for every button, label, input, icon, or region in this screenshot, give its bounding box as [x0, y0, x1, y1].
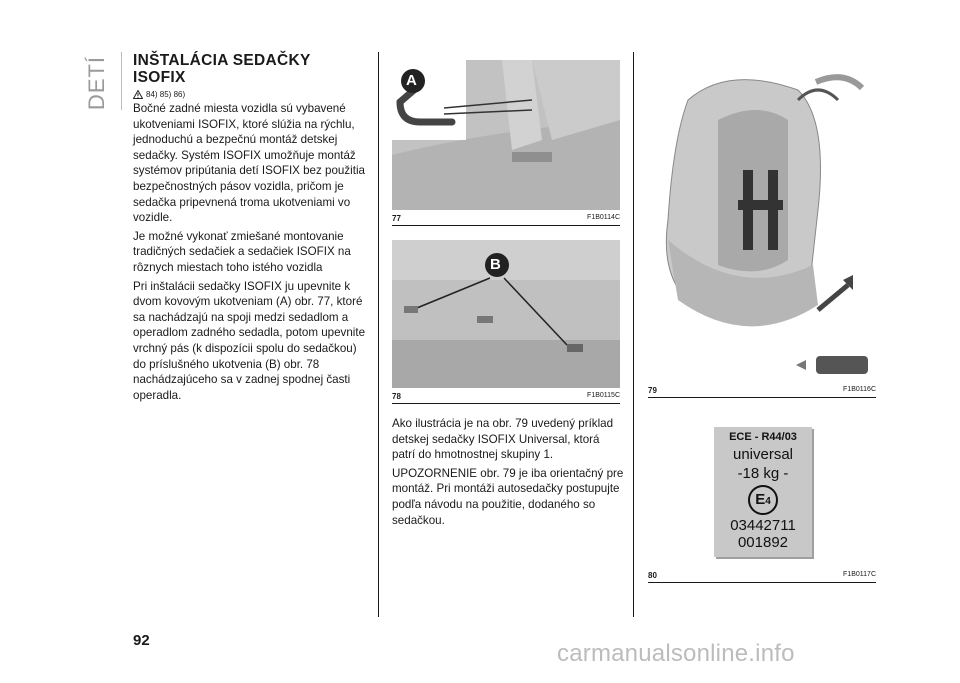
column-middle-text [392, 416, 624, 531]
paragraph-5: UPOZORNENIE obr. 79 je iba orientačný pre montáž. Pri montáži autosedačky postupujte podľa návodu na použitie, dodaného so sedačkou. [392, 466, 624, 527]
ece-universal: universal [732, 446, 794, 463]
column-left [133, 52, 368, 406]
paragraph-3: Pri inštalácii sedačky ISOFIX ju upevnite k dvom kovovým ukotveniam (A) obr. 77, ktoré sa nachádzajú na spoji medzi sedadlom a operadlom zadného sedadla, potom upevnite vrchný pás (k dispozícii spolu do sedačkou) do príslušného ukotvenia (B) obr. 78 nachádzajúceho sa v zadnej spodnej časti operadla. [133, 279, 366, 402]
figure-77-image [392, 60, 620, 210]
column-divider-1 [378, 52, 379, 617]
watermark: carmanualsonline.info [557, 640, 795, 667]
section-tab [84, 52, 110, 112]
warning-references [133, 90, 368, 99]
paragraph-2: Je možné vykonať zmiešané montovanie tradičných sedačiek a sedačiek ISOFIX na rôznych miestach toho istého vozidla [133, 229, 351, 274]
figure-78-number: 78 [392, 392, 401, 401]
e-mark-letter: E [755, 491, 766, 508]
section-heading [133, 52, 368, 86]
figure-80-number: 80 [648, 571, 657, 580]
paragraph-4: Ako ilustrácia je na obr. 79 uvedený príklad detskej sedačky ISOFIX Universal, ktorá patrí do hmotnostnej skupiny 1. [392, 417, 614, 462]
e-mark-icon [748, 485, 778, 515]
page-number: 92 [133, 632, 150, 649]
figure-78-rule [392, 403, 620, 404]
ece-regulation: ECE - R44/03 [729, 431, 797, 443]
ece-serial-number: 001892 [737, 534, 789, 551]
figure-79-code: F1B0116C [843, 386, 876, 393]
warning-refs-text: 84) 85) 86) [146, 90, 186, 99]
section-tab-label: DETÍ [84, 55, 110, 111]
section-tab-rule [121, 52, 122, 110]
column-divider-2 [633, 52, 634, 617]
figure-78-code: F1B0115C [587, 392, 620, 399]
ece-weight: -18 kg - [737, 465, 789, 482]
figure-79-number: 79 [648, 386, 657, 395]
marker-b-label: B [490, 256, 501, 273]
figure-80-code: F1B0117C [843, 571, 876, 578]
figure-78-image [392, 240, 620, 388]
marker-a-label: A [406, 72, 417, 89]
figure-77-code: F1B0114C [587, 214, 620, 221]
figure-79-image [648, 60, 876, 382]
child-seat-illustration [648, 60, 876, 382]
ece-approval-label [714, 427, 812, 557]
figure-79-rule [648, 397, 876, 398]
figure-77-rule [392, 225, 620, 226]
e-mark-number: 4 [765, 496, 771, 507]
paragraph-1: Bočné zadné miesta vozidla sú vybavené ukotveniami ISOFIX, ktoré slúžia na rýchlu, jednoduchú a bezpečnú montáž detskej sedačky. Systém ISOFIX umožňuje montáž systémov pripútania detí ISOFIX bez použitia bezpečnostných pásov vozidla, pričom je sedačka pripevnená troma ukotveniami vo vozidle. [133, 102, 365, 225]
heading-line-2: ISOFIX [133, 69, 186, 86]
heading-line-1: INŠTALÁCIA SEDAČKY [133, 52, 311, 69]
figure-77-number: 77 [392, 214, 401, 223]
isofix-anchor-illustration [392, 60, 620, 210]
figure-80-rule [648, 582, 876, 583]
warning-triangle-icon [133, 90, 143, 99]
ece-approval-number: 03442711 [730, 517, 796, 534]
